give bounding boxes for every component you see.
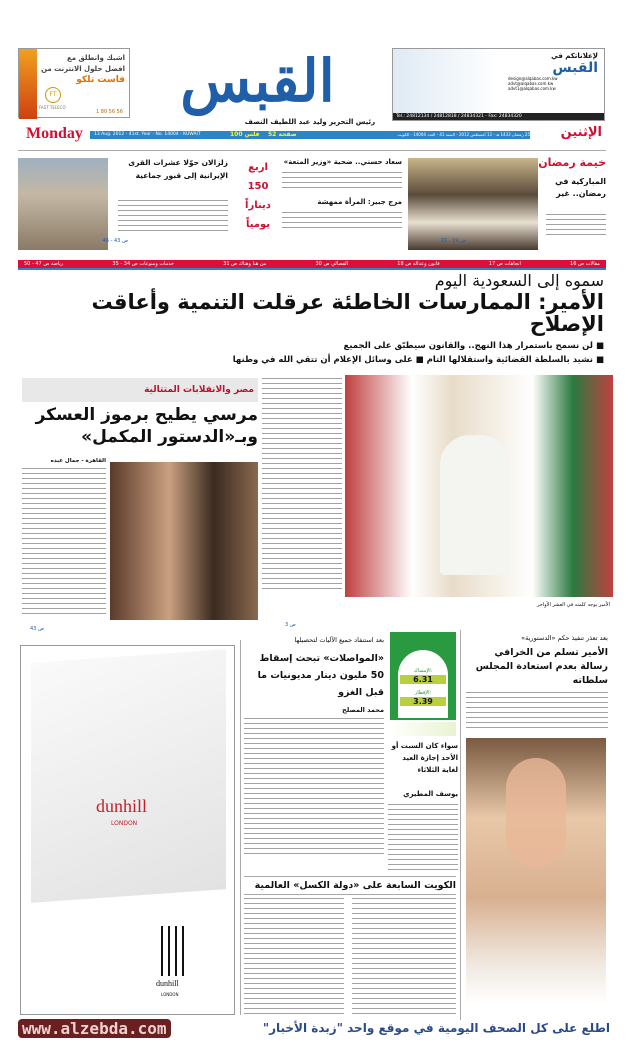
dunhill-bars xyxy=(161,926,185,976)
dunhill-ad[interactable] xyxy=(20,645,235,1015)
teaser-iran[interactable] xyxy=(18,154,228,252)
prayer-times-box xyxy=(390,632,456,720)
teaser-kicker: خيمة رمضان xyxy=(538,156,606,169)
ad-company: FAST TELECO xyxy=(39,105,66,110)
teaser-middle[interactable] xyxy=(230,154,402,252)
egypt-photo xyxy=(110,462,258,620)
date-en: 13 Aug. 2012 - 41st. Year - No. 14004 - KUWAIT xyxy=(94,132,201,137)
section-link[interactable]: من هنا وهناك ص 31 xyxy=(223,261,267,267)
footer-text: اطلع على كل الصحف اليومية في موقع واحد "زبدة الأخبار" xyxy=(262,1021,610,1035)
footer-url[interactable]: www.alzebda.com xyxy=(18,1019,171,1038)
alqabas-ad[interactable] xyxy=(392,48,605,121)
dunhill-logo-bottom: dunhill xyxy=(156,979,179,988)
teaser-title: سعاد حسني.. ضحية «وزير المتعة» xyxy=(283,158,402,166)
ad-email: advt1@alqabas.com.kw xyxy=(508,86,556,91)
logo xyxy=(150,42,365,122)
maghrib-label: الإفطار: xyxy=(414,690,432,696)
date-ar: 25 رمضان 1433 هـ - 13 أغسطس 2012 - السنة 41 - العدد 14004 - الكويت xyxy=(397,132,530,137)
teaser-ramadan[interactable] xyxy=(408,154,606,252)
ad-phone: 1 80 56 56 xyxy=(95,109,123,115)
holiday-byline: يوسف المطيري xyxy=(403,790,458,798)
subhead-2: نشيد بالسلطة القضائية واستقلالها التام xyxy=(426,355,593,365)
teaser-title-2: مرج جبير: المرأة ممهشة xyxy=(317,198,402,206)
teaser-title: زلزالان حوّلا عشرات القرى الإيرانية إلى قبور جماعية xyxy=(128,158,228,180)
teaser-photo xyxy=(408,158,538,250)
teaser-photo xyxy=(18,158,108,250)
transport-byline: محمد المصلح xyxy=(342,706,384,714)
section-link[interactable]: مقالات ص 16 xyxy=(570,261,600,267)
subhead-3: على وسائل الإعلام أن تتقي الله في وطنها xyxy=(232,355,413,365)
section-link[interactable]: اتجاهات ص 17 xyxy=(488,261,521,267)
page-ref[interactable]: ص 43 xyxy=(30,626,45,632)
day-ar: الإثنين xyxy=(560,125,602,140)
ad-line: اشبك وانطلق مع xyxy=(66,54,125,62)
promo-line: 150 xyxy=(247,181,269,192)
ad-line: افضل حلول الانترنت من xyxy=(41,65,125,73)
transport-headline[interactable]: «المواصلات» تبحث إسقاط 50 مليون دينار مديونيات ما قبل الغزو xyxy=(257,653,384,698)
dunhill-city: LONDON xyxy=(111,820,138,827)
promo-line: ديناراً xyxy=(245,200,271,211)
pages-count: 52 صفحة xyxy=(268,131,297,138)
sections-bar xyxy=(18,260,606,270)
dunhill-city-bottom: LONDON xyxy=(161,992,179,997)
lead-subhead: ■ لن نسمح باستمرار هذا النهج.. والقانون سيطبّق على الجميع ■ نشيد بالسلطة القضائية واستقلالها التام ■ على وسائل الإعلام أن تتقي الله في وطنها xyxy=(232,341,604,365)
day-en: Monday xyxy=(26,125,83,142)
page-ref[interactable]: ص 43 - 46 xyxy=(102,238,128,244)
ad-email: advt@alqabas.com.kw xyxy=(508,81,554,86)
page-ref[interactable]: ص 19 - 29 xyxy=(440,238,466,244)
section-link[interactable]: خدمات ومنوعات ص 34 - 35 xyxy=(112,261,174,267)
emir-kicker: بعد تعذر تنفيذ حكم «الدستورية» xyxy=(521,634,608,642)
ad-title: لإعلاناتكم في xyxy=(551,52,598,60)
emir-headline[interactable]: الأمير تسلم من الخرافي رسالة بعدم استعادة المجلس سلطاته xyxy=(475,647,608,686)
subhead-1: لن نسمح باستمرار هذا النهج.. والقانون سيطبّق على الجميع xyxy=(343,341,593,351)
ad-brand: فاست تلكو xyxy=(76,75,125,85)
section-link[interactable]: رياضة ص 47 - 50 xyxy=(24,261,64,267)
section-link[interactable]: قانون وعدالة ص 18 xyxy=(397,261,440,267)
ad-phones: Tel.: 24812134 / 24812818 / 24834321 - Fax: 24834320 xyxy=(393,113,604,120)
emir-photo xyxy=(345,375,613,597)
lead-headline[interactable]: الأمير: الممارسات الخاطئة عرقلت التنمية وأعاقت الإصلاح xyxy=(91,290,604,336)
page-ref[interactable]: ص 3 xyxy=(285,622,296,628)
price: 100 فلس xyxy=(230,131,260,138)
ad-email: design@alqabas.com.kw xyxy=(508,76,558,81)
ft-logo: FT xyxy=(45,87,61,103)
promo-line: يومياً xyxy=(245,219,271,230)
kuwait-headline[interactable]: الكويت السابعة على «دولة الكسل» العالمية xyxy=(244,876,456,895)
fajr-label: الإمساك: xyxy=(413,668,433,674)
dunhill-logo: dunhill xyxy=(96,796,148,816)
holiday-headline[interactable]: سواء كان السبت أو الأحد إجازة العيد لغاية الثلاثاء xyxy=(391,742,458,774)
transport-kicker: بعد استنفاد جميع الآليات لتحصيلها xyxy=(294,636,384,644)
promo-box[interactable] xyxy=(236,158,280,234)
section-link[interactable]: القصالي ص 30 xyxy=(315,261,349,267)
jewellery-ad[interactable] xyxy=(466,738,606,1004)
fasttelco-ad[interactable] xyxy=(18,48,130,118)
teaser-title: المباركية في رمضان.. غير xyxy=(555,177,606,198)
egypt-section: مصر والانقلابات المتتالية xyxy=(22,378,258,402)
egypt-byline: القاهرة - جمال عبده xyxy=(50,458,106,464)
footer-banner[interactable] xyxy=(18,1019,610,1041)
lead-kicker: سموه إلى السعودية اليوم xyxy=(434,271,604,290)
ad-brand: القبس xyxy=(552,60,598,76)
logo-text: القبس xyxy=(180,47,335,115)
egypt-headline[interactable]: مرسي يطيح برموز العسكر وبـ«الدستور المكمل» xyxy=(35,405,258,447)
promo-line: اربع xyxy=(248,162,268,173)
maghrib-time: 3.39 xyxy=(400,697,446,706)
photo-caption: الأمير يوجه كلمته في العشر الأواخر xyxy=(537,602,610,608)
finance-house-logo xyxy=(390,722,456,736)
date-bar xyxy=(18,127,606,143)
fajr-time: 6.31 xyxy=(400,675,446,684)
editor-line: رئيس التحرير وليد عبد اللطيف النصف xyxy=(244,118,376,126)
